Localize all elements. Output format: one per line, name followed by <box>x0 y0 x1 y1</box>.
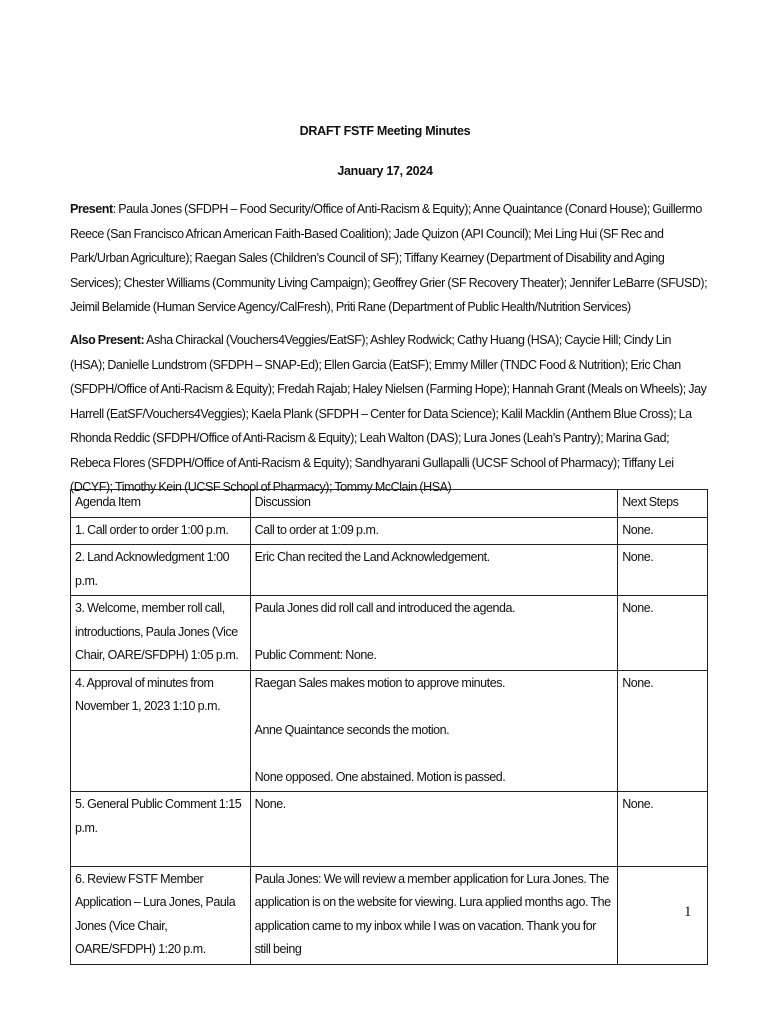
also-present-label: Also Present: <box>70 333 145 347</box>
agenda-item-cell <box>71 792 251 867</box>
header-next-steps: Next Steps <box>618 490 708 518</box>
meeting-date: January 17, 2024 <box>337 164 433 178</box>
discussion-cell <box>250 596 618 671</box>
header-agenda-item: Agenda Item <box>71 490 251 518</box>
agenda-item-cell: 2. Land Acknowledgment 1:00 p.m. <box>71 545 251 596</box>
agenda-header-row <box>71 490 708 518</box>
present-attendees-text: : Paula Jones (SFDPH – Food Security/Office of Anti-Racism & Equity); Anne Quaintance (Conard House); Guillermo Reece (San Francisco African American Faith-Based Coalition); Jade Quizon (API Council); Mei Ling Hui (SF Rec and Park/Urban Agriculture); Raegan Sales (Children’s Council of SF); Tiffany Kearney (Department of Disability and Aging Services); Chester Williams (Community Living Campaign); Geoffrey Grier (SF Recovery Theater); Jennifer LeBarre (SFUSD); Jeimil Belamide (Human Service Agency/CalFresh), Priti Rane (Department of Public Health/Nutrition Services) <box>70 202 708 314</box>
page-number: 1 <box>684 904 692 920</box>
table-row <box>71 670 708 792</box>
header-discussion: Discussion <box>250 490 618 518</box>
document-title: DRAFT FSTF Meeting Minutes <box>299 124 471 138</box>
present-label: Present <box>70 202 113 216</box>
discussion-line: Paula Jones: We will review a member application for Lura Jones. The application is on the website for viewing. Lura applied months ago. The application came to my inbox while I was on vacation. Thank you for still being <box>254 871 611 956</box>
discussion-cell <box>250 866 618 964</box>
agenda-item-cell: 1. Call order to order 1:00 p.m. <box>71 517 251 545</box>
agenda-table <box>70 489 708 965</box>
present-attendees-paragraph <box>70 197 708 320</box>
also-present-text: Asha Chirackal (Vouchers4Veggies/EatSF); Ashley Rodwick; Cathy Huang (HSA); Caycie Hill; Cindy Lin (HSA); Danielle Lundstrom (SFDPH – SNAP-Ed); Ellen Garcia (EatSF); Emmy Miller (TNDC Food & Nutrition); Eric Chan (SFDPH/Office of Anti-Racism & Equity); Fredah Rajab; Haley Nielsen (Farming Hope); Hannah Grant (Meals on Wheels); Jay Harrell (EatSF/Vouchers4Veggies); Kaela Plank (SFDPH – Center for Data Science); Kalil Macklin (Anthem Blue Cross); La Rhonda Reddic (SFDPH/Office of Anti-Racism & Equity); Leah Walton (DAS); Lura Jones (Leah’s Pantry); Marina Gad; Rebeca Flores (SFDPH/Office of Anti-Racism & Equity); Sandhyarani Gullapalli (UCSF School of Pharmacy); Tiffany Lei (DCYF); Timothy Kein (UCSF School of Pharmacy); Tommy McClain (HSA) <box>70 333 707 494</box>
next-steps-cell: None. <box>618 596 708 671</box>
table-row <box>71 596 708 671</box>
discussion-line: Raegan Sales makes motion to approve minutes. <box>254 675 506 690</box>
discussion-cell <box>250 545 618 596</box>
table-row <box>71 866 708 964</box>
discussion-cell <box>250 670 618 792</box>
discussion-line: Eric Chan recited the Land Acknowledgement. <box>254 550 490 564</box>
discussion-line: None opposed. One abstained. Motion is passed. <box>254 769 506 784</box>
next-steps-cell <box>618 866 708 964</box>
table-row <box>71 545 708 596</box>
discussion-line: None. <box>254 797 286 811</box>
discussion-line: Anne Quaintance seconds the motion. <box>254 722 450 737</box>
next-steps-cell: None. <box>618 545 708 596</box>
also-present-paragraph <box>70 328 708 500</box>
agenda-item-cell: 4. Approval of minutes from November 1, 2023 1:10 p.m. <box>71 670 251 792</box>
discussion-cell <box>250 517 618 545</box>
discussion-line: Call to order at 1:09 p.m. <box>254 522 379 537</box>
next-steps-cell: None. <box>618 792 708 867</box>
next-steps-cell: None. <box>618 517 708 545</box>
agenda-item-cell: 6. Review FSTF Member Application – Lura Jones, Paula Jones (Vice Chair, OARE/SFDPH) 1:20 p.m. <box>71 866 251 964</box>
discussion-line: Public Comment: None. <box>254 648 377 662</box>
discussion-line: Paula Jones did roll call and introduced the agenda. <box>254 601 516 615</box>
discussion-cell <box>250 792 618 867</box>
agenda-item-text: 5. General Public Comment 1:15 p.m. <box>75 797 242 835</box>
agenda-item-cell: 3. Welcome, member roll call, introductions, Paula Jones (Vice Chair, OARE/SFDPH) 1:05 p.m. <box>71 596 251 671</box>
table-row <box>71 517 708 545</box>
table-row <box>71 792 708 867</box>
next-steps-cell: None. <box>618 670 708 792</box>
